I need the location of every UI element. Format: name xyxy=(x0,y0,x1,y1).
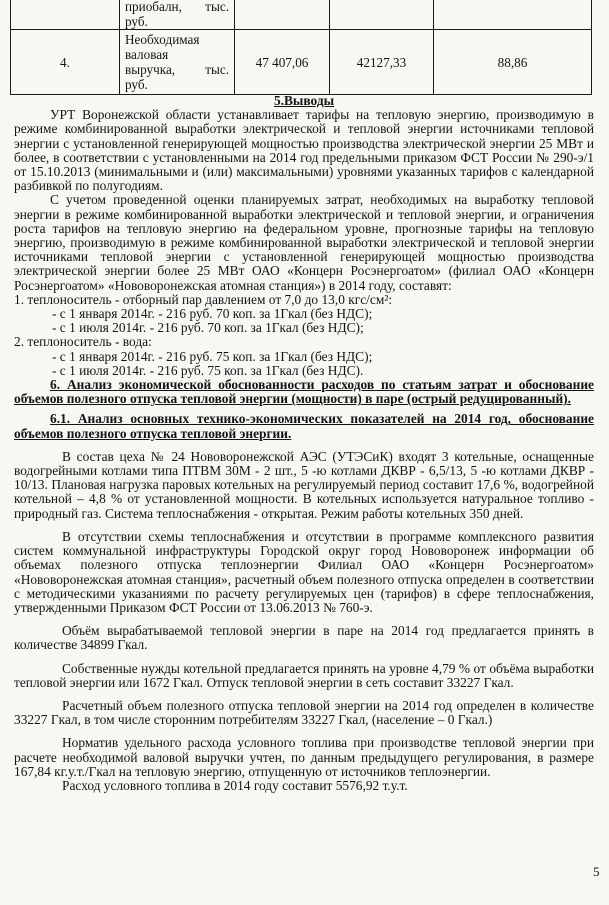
section-6-1-title: 6.1. Анализ основных технико-экономических показателей на 2014 год, обоснование объемов полезного отпуска тепловой энергии. xyxy=(14,411,594,441)
table-cell xyxy=(330,0,434,30)
tariff-line: - с 1 января 2014г. - 216 руб. 70 коп. за 1Гкал (без НДС); xyxy=(52,306,373,322)
cell-text: валовая xyxy=(125,47,169,62)
cell-text: приобалн, тыс. xyxy=(125,0,229,14)
value-cell: 47 407,06 xyxy=(235,30,330,95)
document-body xyxy=(14,94,594,793)
paragraph: В отсутствии схемы теплоснабжения и отсутствии в программе комплексного развития систем коммунальной инфраструктуры Городской округ город Нововоронеж информации об объемах полезного отпуска теплоэнергии Филиал ОАО «Концерн Росэнергоатом» «Нововоронежская атомная станция», расчетный объем полезного отпуска определен в соответствии с методическими указаниями по расчету регулируемых цен (тарифов) в сфере теплоснабжения, утвержденными Приказом ФСТ России от 13.06.2013 № 760-э. xyxy=(14,528,594,615)
paragraph: УРТ Воронежской области устанавливает тарифы на тепловую энергию, производимую в режиме комбинированной выработки электрической и тепловой энергии источниками тепловой энергии с установленной генерирующей мощностью производства электрической энергии 25 МВт и более, в соответствии с установленными на 2014 год предельными приказом ФСТ России № 290-э/1 от 15.10.2013 (минимальными и (или) максимальными) уровнями указанных тарифов с календарной разбивкой по полугодиям. xyxy=(14,107,594,194)
table-cell xyxy=(235,0,330,30)
cell-text: Необходимая xyxy=(125,32,200,47)
tariff-line: - с 1 января 2014г. - 216 руб. 75 коп. за 1Гкал (без НДС); xyxy=(52,348,373,364)
section-6-title: 6. Анализ экономической обоснованности расходов по статьям затрат и обоснование объемов полезного отпуска тепловой энергии (мощности) в паре (острый редуцированный). xyxy=(14,377,594,407)
cell-text: руб. xyxy=(125,14,148,29)
table-cell xyxy=(120,0,235,30)
value-cell: 88,86 xyxy=(434,30,592,95)
section-5-title: 5.Выводы xyxy=(273,93,335,108)
table-cell xyxy=(11,0,120,30)
table-cell xyxy=(434,0,592,30)
tariff-line: - с 1 июля 2014г. - 216 руб. 75 коп. за 1Гкал (без НДС). xyxy=(52,362,364,378)
cell-text: руб. xyxy=(125,77,148,92)
row-name xyxy=(120,30,235,95)
paragraph: Расход условного топлива в 2014 году составит 5576,92 т.у.т. xyxy=(62,777,408,793)
tariff-line: - с 1 июля 2014г. - 216 руб. 70 коп. за 1Гкал (без НДС); xyxy=(52,320,364,336)
paragraph: Объём вырабатываемой тепловой энергии в паре на 2014 год предлагается принять в количестве 34899 Гкал. xyxy=(14,623,594,653)
table-row xyxy=(11,0,592,30)
value-cell: 42127,33 xyxy=(330,30,434,95)
coolant-2: 2. теплоноситель - вода: xyxy=(14,334,152,350)
paragraph: В состав цеха № 24 Нововоронежской АЭС (УТЭСиК) входят 3 котельные, оснащенные водогрейными котлами типа ПТВМ 30М - 2 шт., 5 -ю котлами ДКВР - 6,5/13, 5 -ю котлами ДКВР - 10/13. Плановая нагрузка паровых котельных на регулируемый период составит 17,6 %, водогрейной котельной – 4,8 % от установленной мощности. В котельных используется натуральное топливо - природный газ. Система теплоснабжения - открытая. Режим работы котельных 350 дней. xyxy=(14,448,594,521)
table-row xyxy=(11,30,592,95)
row-number: 4. xyxy=(11,30,120,95)
paragraph: С учетом проведенной оценки планируемых затрат, необходимых на выработку тепловой энергии в режиме комбинированной выработки электрической и тепловой энергии, и ограничения роста тарифов на тепловую энергию на федеральном уровне, прогнозные тарифы на тепловую энергию, производимую в режиме комбинированной выработки электрической и тепловой энергии источниками тепловой энергии с установленной генерирующей мощностью производства электрической энергии более 25 МВт ОАО «Концерн Росэнергоатом» (филиал ОАО «Концерн Росэнергоатом» «Нововоронежская атомная станция») в 2014 году, составят: xyxy=(14,192,594,293)
tariff-table xyxy=(10,0,592,95)
paragraph: Норматив удельного расхода условного топлива при производстве тепловой энергии при расчете необходимой валовой выручки учтен, по данным предыдущего регулирования, в размере 167,84 кг.у.т./Гкал на тепловую энергию, отпущенную от источников теплоэнергии. xyxy=(14,735,594,779)
page-number: 5 xyxy=(593,864,600,879)
cell-text: выручка, тыс. xyxy=(125,62,229,77)
paragraph: Расчетный объем полезного отпуска тепловой энергии на 2014 год определен в количестве 33227 Гкал, в том числе сторонним потребителям 33227 Гкал, (население – 0 Гкал.) xyxy=(14,697,594,728)
paragraph: Собственные нужды котельной предлагается принять на уровне 4,79 % от объёма выработки тепловой энергии или 1672 Гкал. Отпуск тепловой энергии в сеть составит 33227 Гкал. xyxy=(14,660,594,690)
coolant-1: 1. теплоноситель - отборный пар давлением от 7,0 до 13,0 кгс/см²: xyxy=(14,291,393,307)
